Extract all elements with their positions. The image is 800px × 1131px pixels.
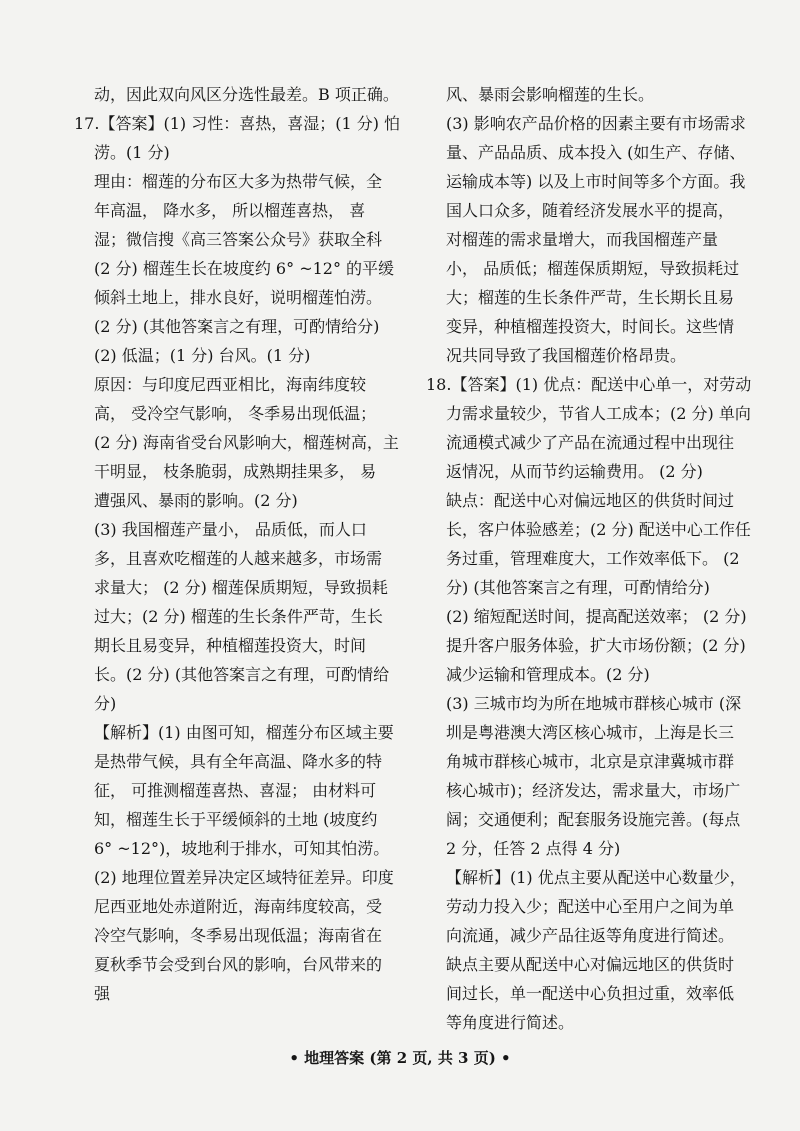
text-line: 况共同导致了我国榴莲价格昂贵。 [446,346,687,365]
text-line: (3) 影响农产品价格的因素主要有市场需求 [446,114,746,133]
text-line: 是热带气候，具有全年高温、降水多的特 [94,752,383,771]
text-line: 角城市群核心城市，北京是京津冀城市群 [446,752,735,771]
text-line: 6° ~12°)，坡地利于排水，可知其怕涝。 [94,839,390,858]
text-line: 对榴莲的需求量增大，而我国榴莲产量 [446,230,719,249]
text-line: 2 分，任答 2 点得 4 分) [446,839,621,858]
text-line: 干明显， 枝条脆弱，成熟期挂果多， 易 [94,462,377,481]
text-line: 18.【答案】(1) 优点：配送中心单一，对劳动 [426,375,752,394]
text-line: 核心城市)；经济发达，需求量大，市场广 [446,781,741,800]
text-line: (2 分) 海南省受台风影响大，榴莲树高，主 [94,433,399,452]
text-line: (2 分) 榴莲生长在坡度约 6° ~12° 的平缓 [94,259,395,278]
text-line: (3) 三城市均为所在地城市群核心城市 (深 [446,694,742,713]
text-line: 【解析】(1) 由图可知，榴莲分布区域主要 [94,723,394,742]
text-line: (2) 地理位置差异决定区域特征差异。印度 [94,868,394,887]
text-line: 长，客户体验感差；(2 分) 配送中心工作任 [446,520,751,539]
text-line: 分) (其他答案言之有理，可酌情给分) [446,578,710,597]
text-line: (3) 我国榴莲产量小， 品质低，而人口 [94,520,367,539]
text-line: 年高温， 降水多， 所以榴莲喜热， 喜 [94,201,366,220]
text-line: 尼西亚地处赤道附近，海南纬度较高，受 [94,897,383,916]
text-line: 遭强风、暴雨的影响。(2 分) [94,491,298,510]
text-line: 17.【答案】(1) 习性：喜热，喜湿；(1 分) 怕 [74,114,401,133]
text-line: 大；榴莲的生长条件严苛，生长期长且易 [446,288,735,307]
text-line: 等角度进行简述。 [446,1013,575,1032]
text-line: 变异，种植榴莲投资大，时间长。这些情 [446,317,735,336]
text-line: 过大；(2 分) 榴莲的生长条件严苛，生长 [94,607,383,626]
text-line: 流通模式减少了产品在流通过程中出现往 [446,433,735,452]
text-line: (2) 低温；(1 分) 台风。(1 分) [94,346,311,365]
text-line: 征， 可推测榴莲喜热、喜湿； 由材料可 [94,781,377,800]
text-line: 力需求量较少，节省人工成本；(2 分) 单向 [446,404,751,423]
text-line: 原因：与印度尼西亚相比，海南纬度较 [94,375,367,394]
text-line: 夏秋季节会受到台风的影响，台风带来的 [94,955,383,974]
text-line: 长。(2 分) (其他答案言之有理，可酌情给 [94,665,390,684]
text-line: 向流通，减少产品往返等角度进行简述。 [446,926,735,945]
text-line: (2) 缩短配送时间，提高配送效率； (2 分) [446,607,747,626]
text-line: 倾斜土地上，排水良好，说明榴莲怕涝。 [94,288,383,307]
text-line: 减少运输和管理成本。(2 分) [446,665,650,684]
text-line: 圳是粤港澳大湾区核心城市，上海是长三 [446,723,735,742]
text-line: 量、产品品质、成本投入 (如生产、存储、 [446,143,746,162]
text-line: 湿；微信搜《高三答案公众号》获取全科 [94,230,383,249]
text-line: 冷空气影响，冬季易出现低温；海南省在 [94,926,383,945]
text-line: 小， 品质低；榴莲保质期短，导致损耗过 [446,259,740,278]
text-line: (2 分) (其他答案言之有理，可酌情给分) [94,317,380,336]
text-line: 强 [94,984,111,1003]
text-line: 阔；交通便利；配套服务设施完善。(每点 [446,810,741,829]
text-line: 知，榴莲生长于平缓倾斜的土地 (坡度约 [94,810,378,829]
text-line: 缺点：配送中心对偏远地区的供货时间过 [446,491,735,510]
right-column [426,80,764,1037]
text-line: 动，因此双向风区分选性最差。B 项正确。 [94,85,399,104]
page-footer: • 地理答案 (第 2 页, 共 3 页) • [289,1049,511,1067]
text-line: 务过重，管理难度大，工作效率低下。 (2 [446,549,740,568]
text-line: 提升客户服务体验，扩大市场份额；(2 分) [446,636,746,655]
text-line: 【解析】(1) 优点主要从配送中心数量少， [446,868,746,887]
text-line: 求量大； (2 分) 榴莲保质期短，导致损耗 [94,578,388,597]
text-line: 风、暴雨会影响榴莲的生长。 [446,85,655,104]
text-line: 多，且喜欢吃榴莲的人越来越多，市场需 [94,549,383,568]
text-line: 国人口众多，随着经济发展水平的提高， [446,201,735,220]
text-line: 间过长，单一配送中心负担过重，效率低 [446,984,735,1003]
text-line: 期长且易变异，种植榴莲投资大，时间 [94,636,367,655]
text-line: 劳动力投入少；配送中心至用户之间为单 [446,897,735,916]
text-line: 返情况，从而节约运输费用。 (2 分) [446,462,703,481]
left-column [74,80,414,1008]
text-line: 涝。(1 分) [94,143,170,162]
text-line: 分) [94,694,117,713]
text-line: 高， 受冷空气影响， 冬季易出现低温； [94,404,377,423]
text-line: 缺点主要从配送中心对偏远地区的供货时 [446,955,735,974]
text-line: 理由：榴莲的分布区大多为热带气候，全 [94,172,383,191]
text-line: 运输成本等) 以及上市时间等多个方面。我 [446,172,746,191]
